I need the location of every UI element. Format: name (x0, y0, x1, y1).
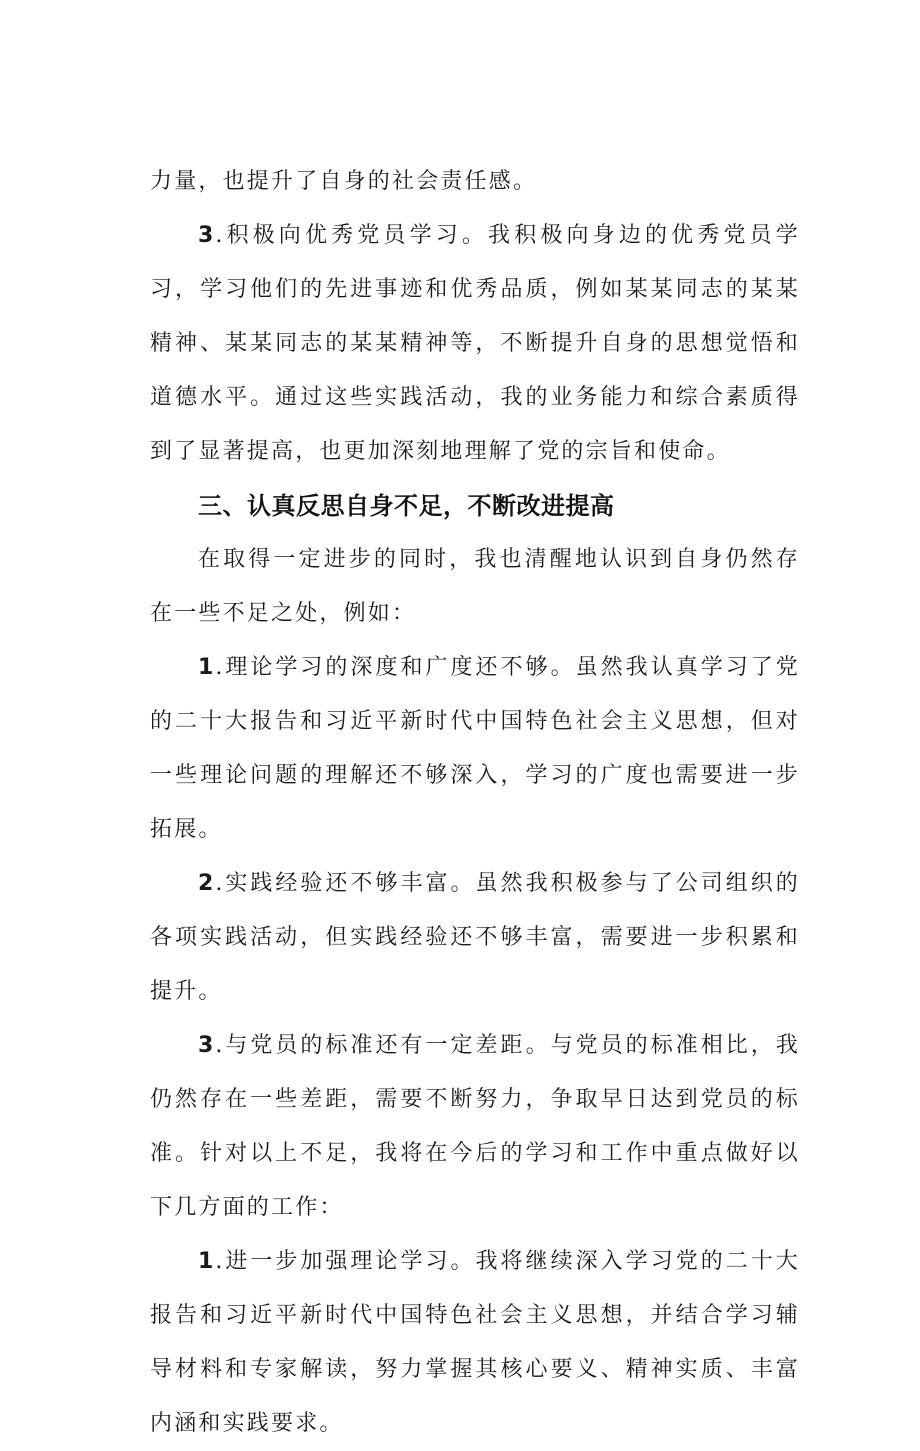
paragraph-text: .积极向优秀党员学习。我积极向身边的优秀党员学习，学习他们的先进事迹和优秀品质，例如某某同志的某某精神、某某同志的某某精神等，不断提升自身的思想觉悟和道德水平。通过这些实践活动，我的业务能力和综合素质得到了显著提高，也更加深刻地理解了党的宗旨和使命。 (150, 223, 800, 464)
paragraph-intro-shortcomings (150, 533, 800, 641)
section-heading: 三、认真反思自身不足，不断改进提高 (198, 492, 615, 520)
paragraph-text: .进一步加强理论学习。我将继续深入学习党的二十大报告和习近平新时代中国特色社会主义思想，并结合学习辅导材料和专家解读，努力掌握其核心要义、精神实质、丰富内涵和实践要求。 (150, 1249, 800, 1436)
item-number: 3 (198, 1033, 216, 1058)
item-number: 2 (198, 871, 216, 896)
item-number: 1 (198, 655, 216, 680)
paragraph-plan-item-1-theory (150, 1235, 800, 1451)
paragraph-item-3-learn-from-members (150, 209, 800, 479)
paragraph-text: 力量，也提升了自身的社会责任感。 (150, 169, 538, 194)
paragraph-item-1-theory (150, 641, 800, 857)
paragraph-text: .理论学习的深度和广度还不够。虽然我认真学习了党的二十大报告和习近平新时代中国特色社会主义思想，但对一些理论问题的理解还不够深入，学习的广度也需要进一步拓展。 (150, 655, 800, 842)
paragraph-continuation (150, 155, 800, 209)
item-number: 1 (198, 1249, 216, 1274)
paragraph-item-3-standard-gap (150, 1019, 800, 1235)
paragraph-text: .实践经验还不够丰富。虽然我积极参与了公司组织的各项实践活动，但实践经验还不够丰富，需要进一步积累和提升。 (150, 871, 800, 1004)
paragraph-text: 在取得一定进步的同时，我也清醒地认识到自身仍然存在一些不足之处，例如： (150, 547, 800, 626)
document-body (150, 155, 800, 1451)
paragraph-text: .与党员的标准还有一定差距。与党员的标准相比，我仍然存在一些差距，需要不断努力，争取早日达到党员的标准。针对以上不足，我将在今后的学习和工作中重点做好以下几方面的工作： (150, 1033, 800, 1220)
item-number: 3 (198, 223, 216, 248)
paragraph-item-2-practice (150, 857, 800, 1019)
